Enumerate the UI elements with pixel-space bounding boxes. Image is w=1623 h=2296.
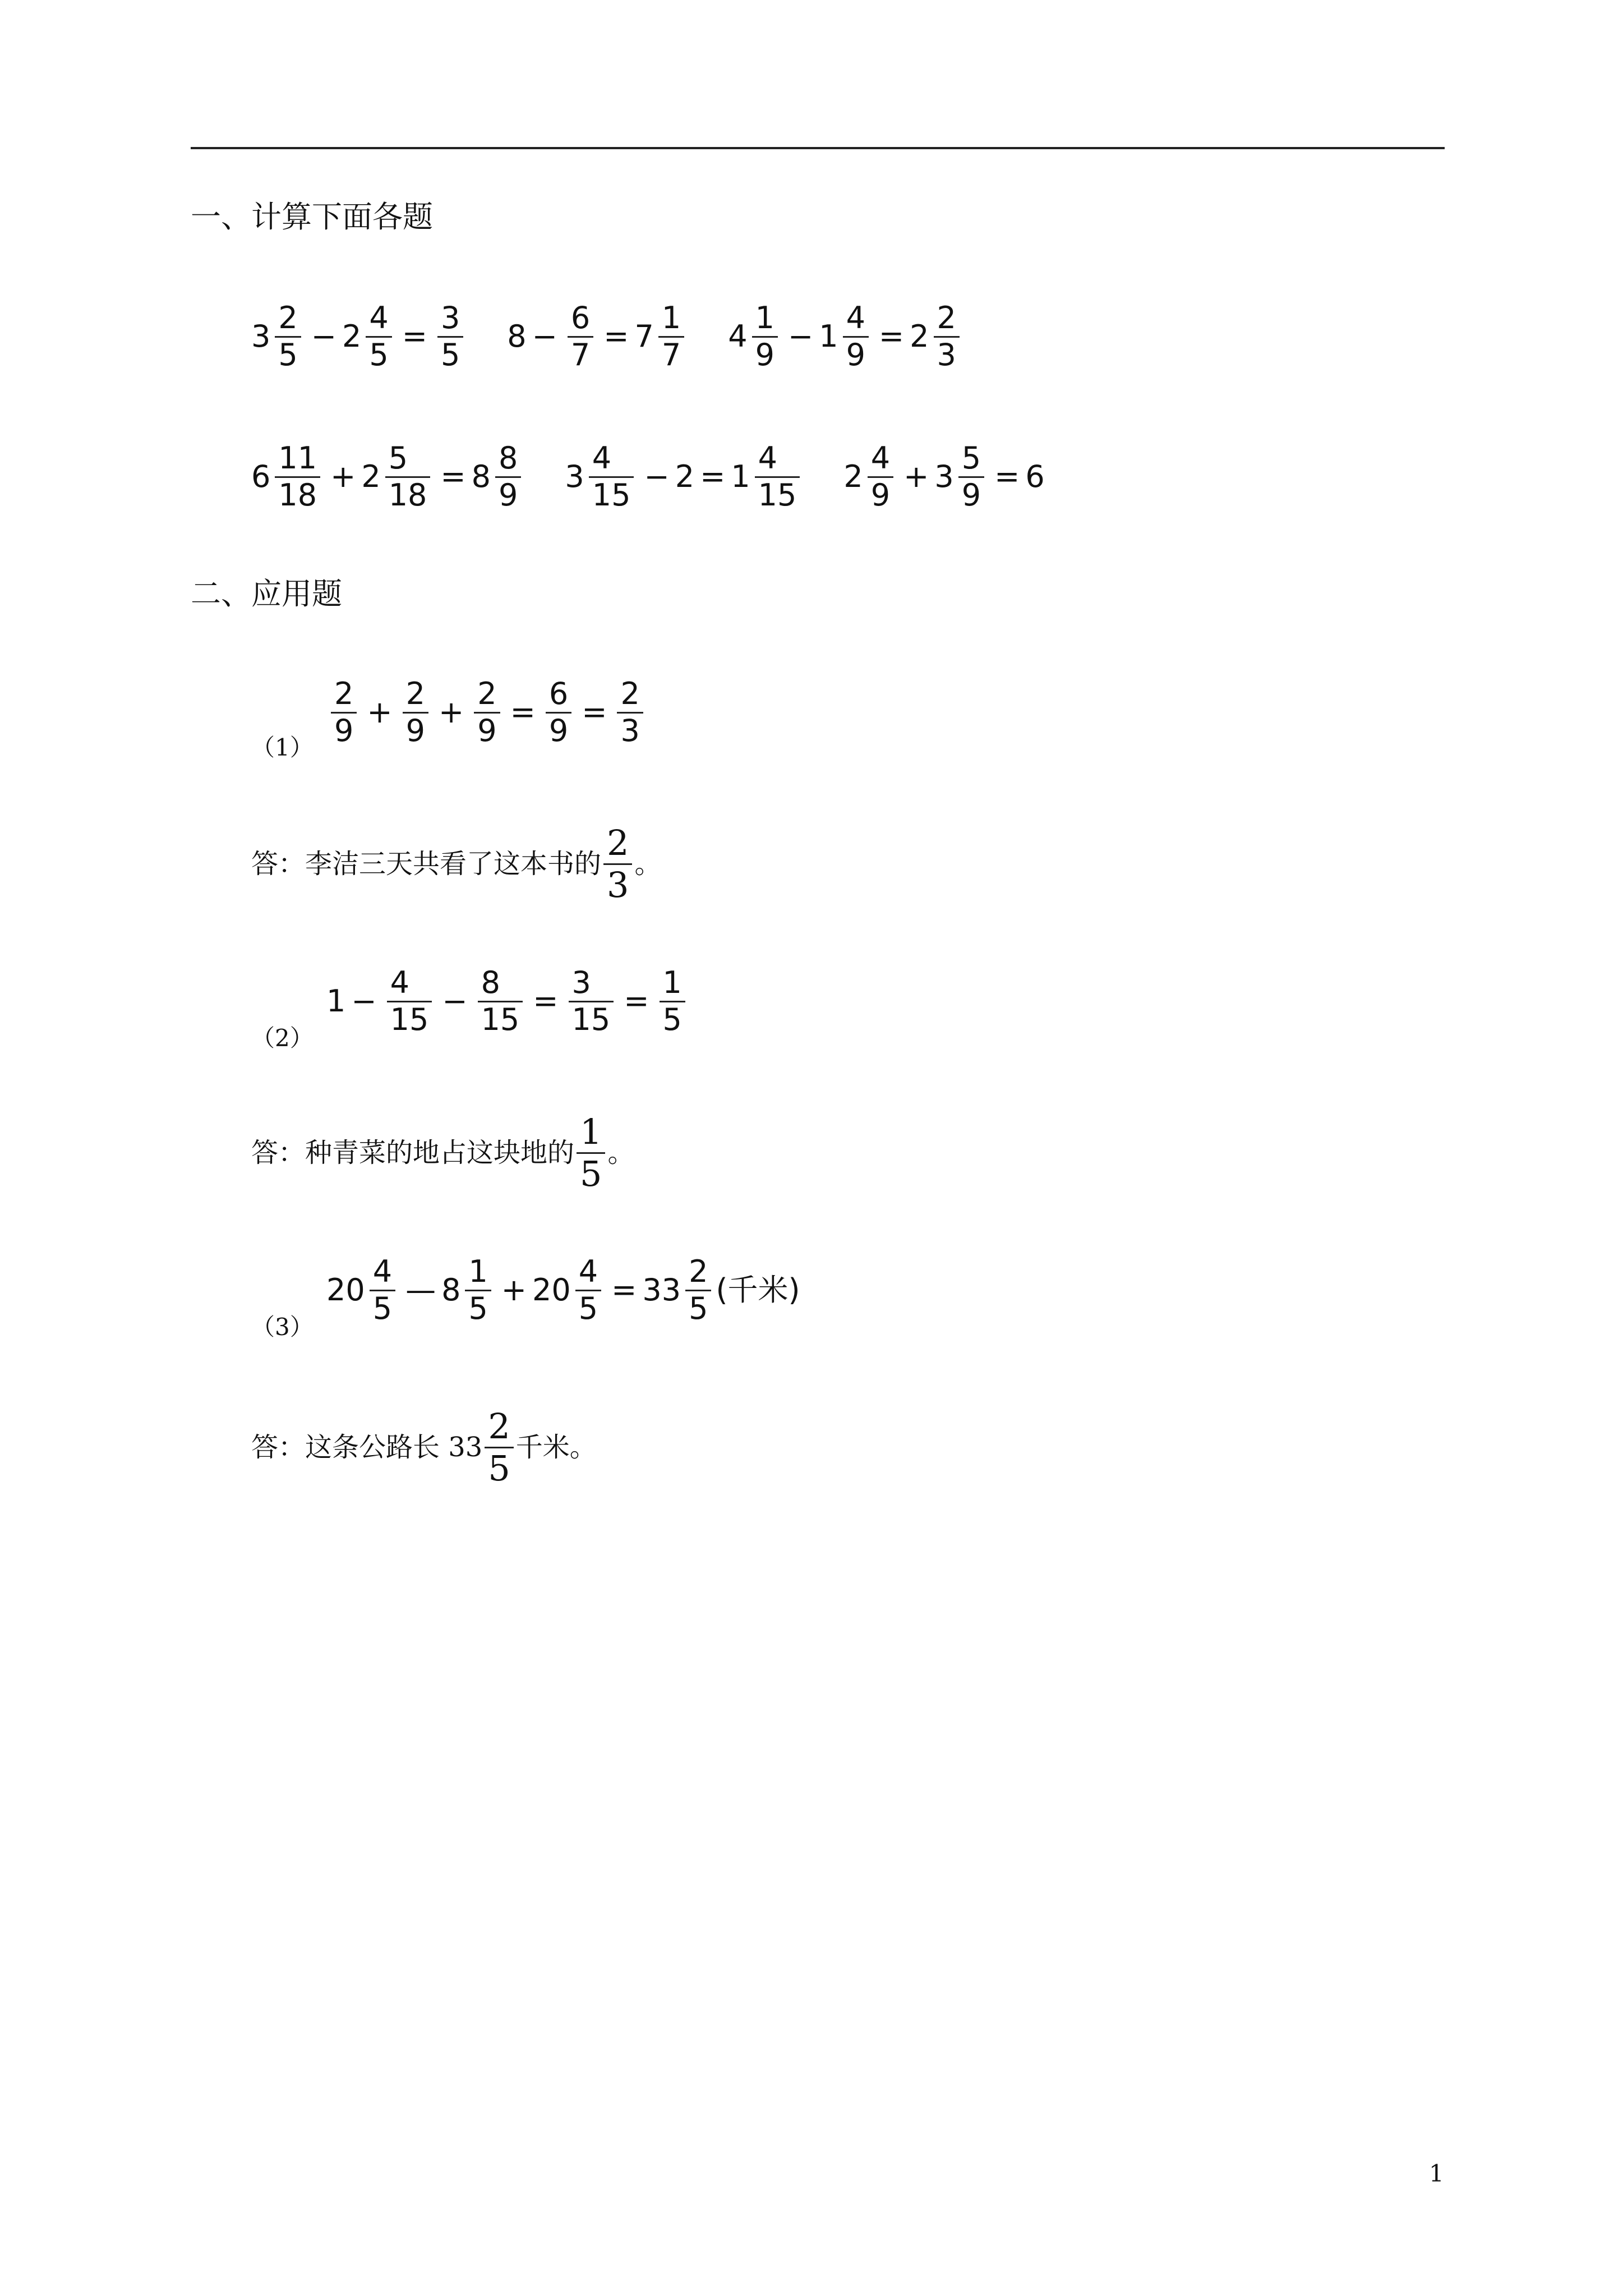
numerator: 1 xyxy=(661,300,681,336)
fraction xyxy=(843,301,869,372)
numerator: 4 xyxy=(578,1254,598,1290)
whole-number: 1 xyxy=(819,319,838,354)
term: 2 xyxy=(675,459,695,494)
denominator: 9 xyxy=(477,712,497,748)
denominator: 9 xyxy=(405,712,425,748)
operator: + xyxy=(330,459,356,494)
numerator: 1 xyxy=(468,1254,488,1290)
fraction xyxy=(366,301,391,372)
denominator: 5 xyxy=(440,337,460,372)
operator: = xyxy=(611,1272,637,1308)
problem1-expression xyxy=(326,668,648,757)
numerator: 2 xyxy=(477,676,497,712)
fraction xyxy=(370,1254,395,1326)
answer-suffix: 。 xyxy=(634,848,662,880)
denominator: 5 xyxy=(662,1001,682,1037)
numerator: 2 xyxy=(689,1254,708,1290)
problem2-answer xyxy=(251,1108,634,1198)
fraction xyxy=(577,1112,605,1194)
numerator: 2 xyxy=(607,822,629,864)
whole-number: 33 xyxy=(642,1272,681,1308)
denominator: 7 xyxy=(661,337,681,372)
numerator: 4 xyxy=(390,965,409,1001)
fraction xyxy=(589,441,634,512)
whole-number: 1 xyxy=(731,459,750,494)
fraction xyxy=(485,1406,513,1488)
whole-number: 2 xyxy=(843,459,863,494)
operator: = xyxy=(994,459,1020,494)
operator: — xyxy=(405,1272,436,1308)
whole-number: 20 xyxy=(532,1272,571,1308)
numerator: 4 xyxy=(369,300,389,336)
fraction xyxy=(603,823,632,905)
whole-number: 8 xyxy=(471,459,491,494)
operator: − xyxy=(787,319,814,354)
numerator: 11 xyxy=(278,440,317,476)
denominator: 7 xyxy=(570,337,591,372)
fraction xyxy=(575,1254,601,1326)
fraction xyxy=(958,441,984,512)
problem2-answer-text: 答：种青菜的地占这块地的 xyxy=(251,1137,575,1168)
operator: − xyxy=(442,983,468,1019)
answer-suffix: 。 xyxy=(607,1137,635,1168)
denominator: 9 xyxy=(846,337,865,372)
calc-row-2 xyxy=(251,432,1045,522)
denominator: 3 xyxy=(937,337,956,372)
problem3-answer xyxy=(251,1402,597,1492)
denominator: 3 xyxy=(607,864,629,905)
numerator: 2 xyxy=(620,676,640,712)
whole-number: 2 xyxy=(342,319,362,354)
operator: = xyxy=(878,319,905,354)
whole-number: 20 xyxy=(326,1272,365,1308)
term: 8 xyxy=(507,319,527,354)
problem3-expression xyxy=(326,1245,800,1335)
denominator: 15 xyxy=(390,1001,429,1037)
numerator: 4 xyxy=(592,440,612,476)
denominator: 18 xyxy=(278,477,317,513)
numerator: 6 xyxy=(570,300,591,336)
header-rule xyxy=(191,147,1445,149)
numerator: 2 xyxy=(334,676,354,712)
denominator: 15 xyxy=(571,1001,611,1037)
numerator: 4 xyxy=(372,1254,393,1290)
operator: + xyxy=(438,694,464,730)
fraction xyxy=(569,965,614,1037)
denominator: 5 xyxy=(278,337,298,372)
numerator: 8 xyxy=(481,965,500,1001)
denominator: 15 xyxy=(758,477,797,513)
whole-number: 8 xyxy=(441,1272,461,1308)
denominator: 5 xyxy=(578,1290,598,1326)
denominator: 9 xyxy=(334,712,354,748)
fraction xyxy=(617,677,643,748)
numerator: 3 xyxy=(440,300,460,336)
fraction xyxy=(275,441,320,512)
numerator: 4 xyxy=(846,300,865,336)
operator: = xyxy=(603,319,629,354)
fraction xyxy=(934,301,960,372)
operator: + xyxy=(903,459,929,494)
numerator: 8 xyxy=(499,440,518,476)
whole-number: 4 xyxy=(728,319,748,354)
denominator: 9 xyxy=(499,477,518,513)
numerator: 6 xyxy=(548,676,569,712)
fraction xyxy=(685,1254,711,1326)
problem1-answer xyxy=(251,819,661,909)
problem2-label: （2） xyxy=(251,1024,313,1052)
numerator: 5 xyxy=(961,440,981,476)
numerator: 2 xyxy=(405,676,425,712)
operator: − xyxy=(311,319,336,354)
numerator: 1 xyxy=(755,300,774,336)
term: (千米) xyxy=(716,1272,800,1308)
numerator: 3 xyxy=(571,965,591,1001)
denominator: 9 xyxy=(755,337,774,372)
fraction xyxy=(403,677,428,748)
fraction xyxy=(387,965,432,1037)
whole-number: 3 xyxy=(934,459,954,494)
whole-number: 2 xyxy=(910,319,929,354)
section2-heading: 二、应用题 xyxy=(191,576,342,611)
numerator: 1 xyxy=(662,965,682,1001)
denominator: 5 xyxy=(689,1290,708,1326)
operator: + xyxy=(367,694,393,730)
denominator: 3 xyxy=(620,712,640,748)
fraction xyxy=(275,301,301,372)
operator: − xyxy=(644,459,670,494)
denominator: 5 xyxy=(580,1153,602,1194)
fraction xyxy=(755,441,800,512)
denominator: 15 xyxy=(592,477,631,513)
term: 1 xyxy=(326,983,346,1019)
problem3-label: （3） xyxy=(251,1313,313,1341)
denominator: 5 xyxy=(468,1290,488,1326)
numerator: 4 xyxy=(870,440,891,476)
fraction xyxy=(495,441,521,512)
denominator: 15 xyxy=(481,1001,520,1037)
operator: − xyxy=(532,319,557,354)
operator: + xyxy=(501,1272,527,1308)
denominator: 5 xyxy=(372,1290,393,1326)
operator: = xyxy=(624,983,649,1019)
term: 6 xyxy=(1025,459,1045,494)
whole-number: 3 xyxy=(251,319,271,354)
numerator: 1 xyxy=(580,1111,602,1153)
operator: = xyxy=(533,983,559,1019)
operator: = xyxy=(402,319,427,354)
denominator: 9 xyxy=(870,477,891,513)
problem1-answer-text: 答：李洁三天共看了这本书的 xyxy=(251,848,602,880)
operator: = xyxy=(582,694,607,730)
fraction xyxy=(752,301,778,372)
operator: − xyxy=(351,983,377,1019)
fraction xyxy=(331,677,357,748)
answer-suffix: 千米。 xyxy=(515,1432,597,1463)
fraction xyxy=(660,965,685,1037)
fraction xyxy=(546,677,571,748)
fraction xyxy=(568,301,593,372)
fraction xyxy=(385,441,431,512)
denominator: 18 xyxy=(388,477,427,513)
problem1-label: （1） xyxy=(251,734,313,761)
denominator: 9 xyxy=(548,712,569,748)
whole-number: 2 xyxy=(361,459,381,494)
fraction xyxy=(465,1254,491,1326)
fraction xyxy=(868,441,893,512)
numerator: 2 xyxy=(488,1406,510,1447)
numerator: 2 xyxy=(278,300,298,336)
problem3-answer-text: 答：这条公路长 33 xyxy=(251,1432,483,1463)
denominator: 5 xyxy=(488,1447,510,1489)
fraction xyxy=(437,301,463,372)
denominator: 9 xyxy=(961,477,981,513)
numerator: 5 xyxy=(388,440,408,476)
whole-number: 3 xyxy=(565,459,584,494)
problem2-expression xyxy=(326,956,690,1046)
denominator: 5 xyxy=(369,337,389,372)
page-number: 1 xyxy=(1429,2160,1444,2187)
section1-heading: 一、计算下面各题 xyxy=(191,199,433,234)
operator: = xyxy=(510,694,536,730)
whole-number: 6 xyxy=(251,459,271,494)
operator: = xyxy=(700,459,726,494)
fraction xyxy=(658,301,684,372)
calc-row-1 xyxy=(251,292,964,381)
whole-number: 7 xyxy=(634,319,654,354)
fraction xyxy=(478,965,523,1037)
operator: = xyxy=(440,459,466,494)
numerator: 2 xyxy=(937,300,956,336)
numerator: 4 xyxy=(758,440,778,476)
fraction xyxy=(474,677,500,748)
